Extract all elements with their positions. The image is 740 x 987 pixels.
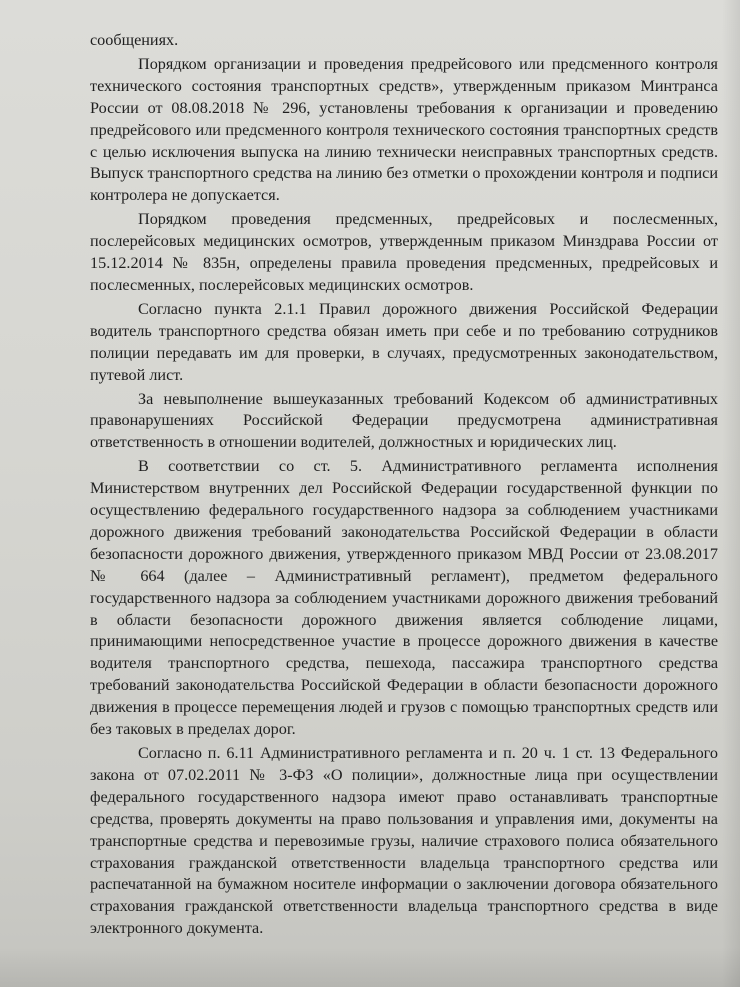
- paragraph-continuation: сообщениях.: [90, 31, 179, 49]
- paragraph-administrative-liability: За невыполнение вышеуказанных требований Кодексом об административных правонарушениях Российской Федерации предусмотрена административная ответственность в отношении водителей, должностных и юридических лиц.: [90, 389, 718, 452]
- paragraph-administrative-regulation: В соответствии со ст. 5. Административного регламента исполнения Министерством внутренних дел Российской Федерации государственной функции по осуществлению федерального государственного надзора за соблюдением участниками дорожного движения требований законодательства Российской Федерации в области безопасности дорожного движения, утвержденного приказом МВД России от 23.08.2017 № 664 (далее – Административный регламент), предметом федерального государственного надзора за соблюдением участниками дорожного движения требований в области безопасности дорожного движения является соблюдение лицами, принимающими непосредственное участие в процессе дорожного движения в качестве водителя транспортного средства, пешехода, пассажира транспортного средства требований законодательства Российской Федерации в области безопасности дорожного движения в процессе перемещения людей и грузов с помощью транспортных средств или без таковых в пределах дорог.: [90, 457, 718, 739]
- photo-shadow-bottom: [0, 947, 740, 987]
- paragraph-traffic-rules: Согласно пункта 2.1.1 Правил дорожного движения Российской Федерации водитель транспортного средства обязан иметь при себе и по требованию сотрудников полиции передавать им для проверки, в случаях, предусмотренных законодательством, путевой лист.: [90, 299, 718, 384]
- paragraph-minzdrav-order: Порядком проведения предсменных, предрейсовых и послесменных, послерейсовых медицинских осмотров, утвержденным приказом Минздрава России от 15.12.2014 № 835н, определены правила проведения предсменных, предрейсовых и послесменных, послерейсовых медицинских осмотров.: [90, 210, 718, 294]
- document-body: [90, 30, 718, 942]
- photo-shadow-right: [722, 0, 740, 987]
- paragraph-police-law: Согласно п. 6.11 Административного регламента и п. 20 ч. 1 ст. 13 Федерального закона от 07.02.2011 № 3-ФЗ «О полиции», должностные лица при осуществлении федерального государственного надзора имеют право останавливать транспортные средства, проверять документы на право пользования и управления ими, документы на транспортные средства и перевозимые грузы, наличие страхового полиса обязательного страхования гражданской ответственности владельца транспортного средства или распечатанной на бумажном носителе информации о заключении договора обязательного страхования гражданской ответственности владельца транспортного средства в виде электронного документа.: [90, 744, 718, 938]
- paragraph-mintrans-order: Порядком организации и проведения предрейсового или предсменного контроля технического состояния транспортных средств», утвержденным приказом Минтранса России от 08.08.2018 № 296, установлены требования к организации и проведению предрейсового или предсменного контроля технического состояния транспортных средств с целью исключения выпуска на линию технически неисправных транспортных средств. Выпуск транспортного средства на линию без отметки о прохождении контроля и подписи контролера не допускается.: [90, 54, 718, 205]
